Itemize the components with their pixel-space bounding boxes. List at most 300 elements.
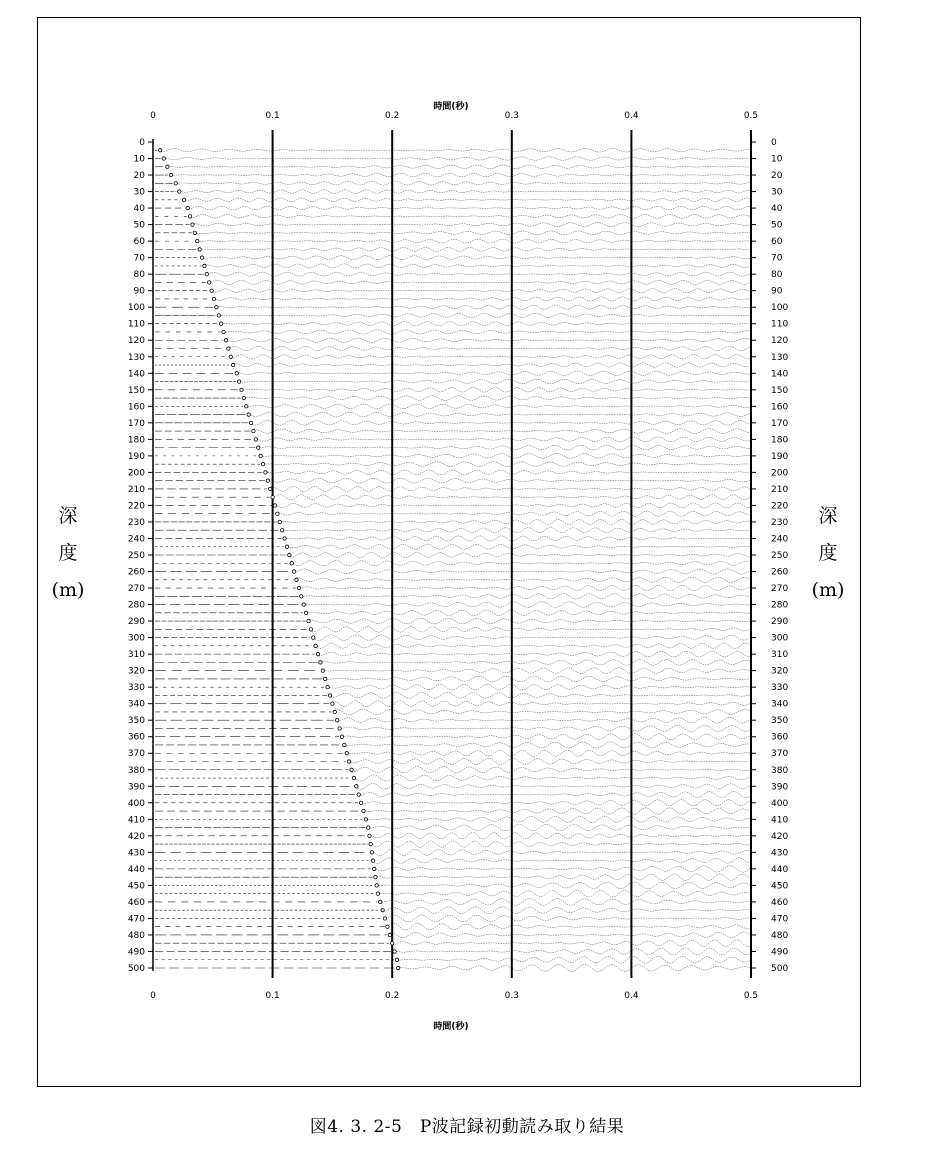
y-tick-label-left: 80: [133, 270, 145, 281]
first-arrival-point: [369, 842, 372, 845]
trace-waveform: [320, 660, 750, 666]
first-arrival-point: [321, 669, 324, 672]
y-tick-label-right: 190: [771, 451, 789, 462]
y-tick-label-right: 70: [771, 253, 783, 264]
first-arrival-point: [345, 752, 348, 755]
trace-waveform: [392, 940, 750, 947]
first-arrival-point: [290, 562, 293, 565]
x-axis-title-top: 時間(秒): [433, 102, 469, 112]
y-axis-title-char: 度: [818, 542, 838, 564]
y-tick-label-right: 60: [771, 237, 783, 248]
first-arrival-point: [182, 198, 185, 201]
y-tick-label-left: 0: [139, 138, 145, 148]
trace-waveform: [328, 684, 750, 690]
trace-waveform: [254, 429, 750, 434]
first-arrival-point: [229, 355, 232, 358]
y-tick-label-left: 270: [127, 584, 145, 595]
trace-waveform: [193, 223, 751, 227]
y-tick-label-left: 160: [127, 402, 145, 413]
y-tick-label-left: 260: [127, 567, 145, 578]
x-tick-label-top: 0.1: [265, 111, 280, 121]
trace-waveform: [219, 313, 751, 317]
x-tick-label-bottom: 0: [150, 991, 156, 1001]
y-tick-label-right: 420: [771, 831, 789, 842]
trace-waveform: [323, 668, 751, 674]
y-tick-label-right: 440: [771, 864, 789, 875]
y-tick-label-left: 120: [127, 336, 145, 347]
y-tick-label-left: 430: [127, 848, 145, 859]
trace-waveform: [244, 396, 750, 401]
trace-waveform: [263, 462, 749, 467]
y-tick-label-right: 180: [771, 435, 789, 446]
first-arrival-point: [388, 933, 391, 936]
first-arrival-point: [166, 165, 169, 168]
first-arrival-point: [240, 388, 243, 391]
y-tick-label-right: 150: [771, 385, 789, 396]
trace-waveform: [372, 849, 750, 856]
first-arrival-point: [302, 603, 305, 606]
y-tick-label-right: 210: [771, 484, 789, 495]
trace-waveform: [292, 561, 750, 566]
trace-waveform: [352, 767, 750, 773]
trace-waveform: [249, 412, 751, 417]
first-arrival-point: [312, 636, 315, 639]
trace-waveform: [246, 404, 750, 409]
first-arrival-point: [283, 537, 286, 540]
trace-waveform: [195, 231, 751, 235]
y-axis-title-left: [48, 498, 88, 609]
y-tick-label-left: 50: [133, 220, 145, 231]
y-tick-label-right: 20: [771, 171, 783, 182]
trace-waveform: [231, 355, 751, 360]
first-arrival-point: [367, 826, 370, 829]
trace-waveform: [304, 602, 750, 608]
y-tick-label-left: 370: [127, 749, 145, 760]
first-arrival-point: [261, 462, 264, 465]
y-tick-label-right: 350: [771, 716, 789, 727]
trace-waveform: [190, 214, 750, 218]
trace-waveform: [387, 923, 749, 930]
trace-waveform: [212, 289, 750, 293]
trace-waveform: [167, 165, 749, 169]
first-arrival-point: [235, 372, 238, 375]
trace-waveform: [354, 775, 750, 781]
first-arrival-point: [335, 719, 338, 722]
trace-waveform: [311, 627, 751, 633]
y-tick-label-left: 400: [127, 798, 145, 809]
y-tick-label-right: 0: [771, 138, 777, 148]
y-tick-label-right: 460: [771, 897, 789, 908]
first-arrival-point: [252, 429, 255, 432]
first-arrival-point: [373, 867, 376, 870]
trace-waveform: [309, 618, 751, 624]
first-arrival-point: [368, 834, 371, 837]
trace-waveform: [349, 758, 749, 764]
y-axis-title-char: 深: [58, 505, 78, 527]
y-tick-label-right: 450: [771, 881, 789, 892]
first-arrival-point: [271, 495, 274, 498]
first-arrival-point: [249, 421, 252, 424]
trace-waveform: [224, 330, 750, 334]
first-arrival-point: [237, 380, 240, 383]
trace-waveform: [306, 610, 750, 616]
first-arrival-point: [316, 652, 319, 655]
first-arrival-point: [333, 710, 336, 713]
first-arrival-point: [292, 570, 295, 573]
first-arrival-point: [219, 322, 222, 325]
y-tick-label-left: 280: [127, 600, 145, 611]
y-tick-label-left: 20: [133, 171, 145, 182]
trace-waveform: [395, 948, 751, 955]
first-arrival-point: [158, 149, 161, 152]
trace-waveform: [374, 866, 750, 873]
y-tick-label-right: 50: [771, 220, 783, 231]
trace-waveform: [261, 453, 751, 458]
x-tick-label-bottom: 0.3: [504, 991, 519, 1001]
trace-waveform: [289, 552, 749, 557]
first-arrival-point: [222, 330, 225, 333]
y-tick-label-right: 110: [771, 319, 789, 330]
y-tick-label-right: 500: [771, 964, 789, 974]
first-arrival-point: [386, 925, 389, 928]
first-arrival-point: [347, 760, 350, 763]
trace-waveform: [280, 519, 750, 524]
first-arrival-point: [357, 793, 360, 796]
first-arrival-point: [224, 339, 227, 342]
y-tick-label-right: 310: [771, 650, 789, 661]
y-axis-title-right: [808, 498, 848, 609]
trace-waveform: [294, 569, 750, 574]
tick-labels: [128, 111, 789, 1001]
first-arrival-point: [324, 677, 327, 680]
first-arrival-point: [314, 644, 317, 647]
trace-waveform: [335, 709, 751, 715]
y-tick-label-left: 490: [127, 947, 145, 958]
y-tick-label-right: 300: [771, 633, 789, 644]
trace-waveform: [361, 800, 749, 806]
y-tick-label-left: 340: [127, 699, 145, 710]
x-tick-label-bottom: 0.5: [743, 991, 759, 1001]
first-arrival-point: [212, 297, 215, 300]
first-arrival-point: [383, 917, 386, 920]
y-tick-label-left: 180: [127, 435, 145, 446]
y-tick-label-left: 30: [133, 187, 145, 198]
first-arrival-point: [379, 900, 382, 903]
first-arrival-point: [285, 545, 288, 548]
trace-waveform: [366, 816, 750, 823]
trace-waveform: [171, 173, 751, 177]
trace-waveform: [383, 907, 751, 914]
y-tick-label-right: 240: [771, 534, 789, 545]
y-axis-title-char: (m): [51, 579, 85, 601]
y-tick-label-left: 310: [127, 650, 145, 661]
y-tick-label-right: 220: [771, 501, 789, 512]
y-tick-label-left: 500: [127, 964, 145, 974]
x-tick-label-bottom: 0.2: [385, 991, 400, 1001]
y-tick-label-left: 90: [133, 286, 145, 297]
trace-waveform: [256, 437, 750, 442]
first-arrival-point: [227, 347, 230, 350]
y-tick-label-right: 470: [771, 914, 789, 925]
x-axis-title-bottom: 時間(秒): [433, 1022, 469, 1032]
first-arrival-point: [295, 578, 298, 581]
y-tick-label-left: 460: [127, 897, 145, 908]
trace-waveform: [299, 585, 751, 591]
y-tick-label-left: 320: [127, 666, 145, 677]
y-tick-label-right: 140: [771, 369, 789, 380]
first-arrival-point: [273, 504, 276, 507]
y-tick-label-right: 480: [771, 930, 789, 941]
y-tick-label-right: 130: [771, 352, 789, 363]
first-arrival-point: [242, 396, 245, 399]
trace-waveform: [318, 651, 750, 657]
first-arrival-point: [352, 776, 355, 779]
first-arrival-point: [245, 405, 248, 408]
first-arrival-point: [266, 479, 269, 482]
y-tick-label-left: 210: [127, 484, 145, 495]
trace-waveform: [313, 635, 749, 641]
first-arrival-point: [231, 363, 234, 366]
y-tick-label-left: 440: [127, 864, 145, 875]
trace-waveform: [202, 256, 750, 260]
trace-waveform: [209, 280, 749, 284]
first-arrival-point: [178, 190, 181, 193]
first-arrival-point: [208, 281, 211, 284]
trace-waveform: [325, 676, 749, 682]
y-tick-label-left: 350: [127, 716, 145, 727]
first-arrival-point: [340, 735, 343, 738]
time-gridlines: [273, 130, 751, 978]
trace-waveform: [164, 157, 750, 161]
y-tick-label-right: 490: [771, 947, 789, 958]
y-tick-label-right: 100: [771, 303, 789, 314]
first-arrival-point: [338, 727, 341, 730]
first-arrival-point: [247, 413, 250, 416]
trace-waveform: [287, 544, 751, 549]
first-arrival-point: [381, 908, 384, 911]
trace-waveform: [356, 783, 750, 789]
trace-waveform: [258, 445, 750, 450]
y-tick-label-left: 170: [127, 418, 145, 429]
trace-waveform: [242, 388, 750, 393]
first-arrival-point: [169, 173, 172, 176]
y-tick-label-left: 190: [127, 451, 145, 462]
first-arrival-point: [350, 768, 353, 771]
trace-waveform: [214, 297, 750, 301]
y-axis-title-char: (m): [811, 579, 845, 601]
y-tick-label-right: 160: [771, 402, 789, 413]
first-arrival-point: [278, 520, 281, 523]
first-arrival-point: [174, 182, 177, 185]
trace-waveform: [368, 824, 750, 831]
trace-waveform: [364, 808, 750, 815]
trace-waveform: [270, 486, 750, 491]
first-arrival-point: [259, 454, 262, 457]
y-tick-label-left: 220: [127, 501, 145, 512]
waveform-traces: [155, 149, 751, 972]
trace-waveform: [390, 932, 750, 938]
y-tick-label-left: 240: [127, 534, 145, 545]
y-tick-label-left: 390: [127, 782, 145, 793]
y-tick-label-left: 140: [127, 369, 145, 380]
first-arrival-point: [215, 306, 218, 309]
trace-waveform: [342, 734, 750, 740]
trace-waveform: [337, 717, 749, 723]
trace-waveform: [378, 890, 750, 897]
first-arrival-point: [355, 785, 358, 788]
first-arrival-point: [393, 950, 396, 953]
y-tick-label-right: 370: [771, 749, 789, 760]
first-arrival-point: [362, 809, 365, 812]
first-arrival-point: [304, 611, 307, 614]
first-arrival-point: [319, 661, 322, 664]
y-tick-label-right: 340: [771, 699, 789, 710]
trace-waveform: [226, 338, 750, 342]
x-tick-label-top: 0.4: [624, 111, 639, 121]
first-arrival-point: [276, 512, 279, 515]
y-tick-label-left: 130: [127, 352, 145, 363]
y-tick-label-left: 70: [133, 253, 145, 264]
y-tick-label-left: 380: [127, 765, 145, 776]
trace-waveform: [251, 421, 749, 426]
y-tick-label-right: 170: [771, 418, 789, 429]
trace-waveform: [200, 247, 750, 251]
x-tick-label-bottom: 0.1: [265, 991, 280, 1001]
trace-waveform: [370, 833, 750, 840]
first-arrival-point: [203, 264, 206, 267]
first-arrival-point: [205, 272, 208, 275]
trace-waveform: [376, 874, 750, 881]
trace-waveform: [340, 726, 750, 732]
first-arrival-point: [359, 801, 362, 804]
first-arrival-point: [217, 314, 220, 317]
trace-waveform: [160, 149, 750, 153]
y-tick-label-right: 230: [771, 517, 789, 528]
first-arrival-point: [254, 438, 257, 441]
first-arrival-points: [158, 149, 399, 970]
first-arrival-point: [331, 702, 334, 705]
first-arrival-point: [371, 859, 374, 862]
y-tick-label-left: 300: [127, 633, 145, 644]
y-tick-label-left: 420: [127, 831, 145, 842]
y-tick-label-right: 250: [771, 551, 789, 561]
first-arrival-point: [198, 248, 201, 251]
trace-waveform: [385, 915, 749, 922]
trace-waveform: [204, 264, 750, 268]
trace-waveform: [197, 239, 749, 243]
trace-waveform: [301, 594, 749, 600]
y-tick-label-left: 230: [127, 517, 145, 528]
y-tick-label-right: 30: [771, 187, 783, 198]
first-arrival-point: [374, 875, 377, 878]
y-tick-label-right: 320: [771, 666, 789, 677]
trace-waveform: [297, 577, 751, 582]
first-arrival-point: [309, 628, 312, 631]
first-arrival-point: [307, 619, 310, 622]
y-tick-label-left: 410: [127, 815, 145, 826]
y-tick-label-right: 260: [771, 567, 789, 578]
trace-waveform: [373, 858, 749, 864]
trace-waveform: [221, 322, 749, 326]
trace-waveform: [398, 965, 750, 972]
first-arrival-point: [343, 743, 346, 746]
y-axis-title-char: 度: [58, 542, 78, 564]
trace-waveform: [233, 363, 749, 368]
first-arrival-point: [280, 529, 283, 532]
trace-waveform: [397, 956, 751, 963]
first-arrival-point: [376, 892, 379, 895]
trace-waveform: [371, 841, 751, 848]
y-tick-label-left: 470: [127, 914, 145, 925]
trace-waveform: [277, 511, 749, 516]
x-tick-label-top: 0.2: [385, 111, 400, 121]
y-tick-label-right: 380: [771, 765, 789, 776]
y-tick-label-left: 60: [133, 237, 145, 248]
y-tick-label-right: 80: [771, 270, 783, 281]
x-tick-label-bottom: 0.4: [624, 991, 639, 1001]
trace-waveform: [228, 346, 750, 350]
trace-waveform: [216, 305, 750, 309]
trace-waveform: [344, 742, 750, 748]
trace-waveform: [265, 470, 749, 475]
first-arrival-point: [375, 884, 378, 887]
y-tick-label-left: 150: [127, 385, 145, 396]
y-tick-label-left: 450: [127, 881, 145, 892]
y-tick-label-right: 10: [771, 154, 783, 165]
trace-waveform: [282, 528, 750, 533]
first-arrival-point: [297, 586, 300, 589]
trace-waveform: [184, 198, 750, 202]
y-tick-label-left: 360: [127, 732, 145, 743]
x-tick-label-top: 0.3: [504, 111, 519, 121]
y-tick-label-right: 360: [771, 732, 789, 743]
first-arrival-point: [288, 553, 291, 556]
y-tick-label-left: 290: [127, 617, 145, 628]
y-tick-label-left: 250: [127, 551, 145, 561]
y-tick-label-left: 110: [127, 319, 145, 330]
y-tick-label-right: 430: [771, 848, 789, 859]
first-arrival-point: [193, 231, 196, 234]
first-arrival-point: [300, 595, 303, 598]
first-arrival-point: [370, 851, 373, 854]
y-tick-label-left: 10: [133, 154, 145, 165]
y-tick-label-left: 200: [127, 468, 145, 479]
y-tick-label-left: 480: [127, 930, 145, 941]
y-tick-label-right: 120: [771, 336, 789, 347]
trace-waveform: [285, 536, 751, 541]
y-tick-label-left: 330: [127, 683, 145, 694]
y-tick-label-left: 100: [127, 303, 145, 314]
first-arrival-point: [210, 289, 213, 292]
y-tick-label-right: 270: [771, 584, 789, 595]
trace-waveform: [316, 643, 750, 649]
y-tick-label-right: 90: [771, 286, 783, 297]
trace-waveform: [268, 478, 750, 483]
first-arrival-point: [328, 694, 331, 697]
y-tick-label-right: 330: [771, 683, 789, 694]
trace-waveform: [207, 272, 751, 276]
y-tick-label-right: 410: [771, 815, 789, 826]
trace-waveform: [179, 190, 749, 194]
trace-waveform: [332, 701, 750, 707]
y-tick-label-left: 40: [133, 204, 145, 215]
first-arrival-point: [257, 446, 260, 449]
first-arrival-point: [396, 966, 399, 969]
first-arrival-point: [186, 206, 189, 209]
y-tick-label-right: 280: [771, 600, 789, 611]
trace-waveform: [377, 882, 751, 889]
first-arrival-point: [391, 942, 394, 945]
